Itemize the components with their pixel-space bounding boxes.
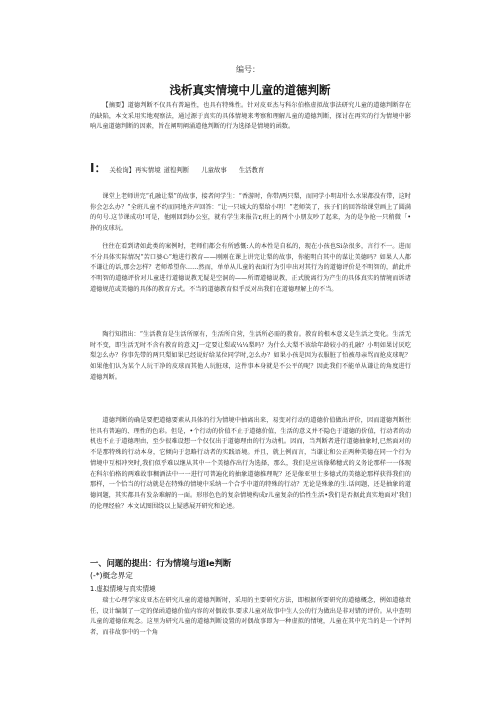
keywords-label: 关检询】再实情境 道徨判断: [109, 166, 190, 174]
document-title: 浅析真实情境中儿童的道德判断: [169, 83, 331, 97]
keyword-children-story: 儿童故事: [201, 166, 227, 174]
body-paragraph-3: [90, 330, 411, 384]
body-paragraph-5: [90, 596, 411, 639]
paragraph-text: 陶行知指出：“生活教育是生活所原有，生活所自营，生活所必需的教育。教育的根本意义是生活之变化。生活无时不变，即生活无时不含有教育的意义J一定要让梨或¼¼梨吗？为什么大梨不该给年龄较小的孔融？小明如果讨厌吃梨怎么办？你事先带的两只梨如果已经说好给某位同学时,怎么办？如果小孩是因为衣服脏了怕被母亲骂而抢皮球呢？如果他们认为某个人玩干净的皮球而其他人玩脏球，这件事本身就是不公平的呢？因此我们不能单从谦让的角度进行道德判断。: [90, 331, 411, 381]
section-heading-2: (-*)概念界定: [90, 571, 133, 580]
section-heading-1: 一、问题的提出：行为情境与道le判断: [90, 558, 232, 568]
paragraph-text: 道德判断的确是要把道德要素从具体的行为情境中抽离出来，易变对行动的道德价值做出评价，因而道德判断往往具有普遍的、理性的色彩。但是，•个行动的价值不止于道德价值，生活的意义并不隐色于道德的价值，行动者的动机也不止于道德理由，至少很难设想一个仅仅出于道德理由的行为动机。因而，当判断者进行道德抽象时,已然面对的不是那特殊的行动本身，它倾向于忽略行动者的实践语境。并且，就上例而言，当谦让和公正两种美德在同一个行为情境中互相冲突时,我们似乎难以继从其中一个美德作出行为选择，那么，我们是应该像稀穗式的义务论那样一一体现在科尔伯格的两难故事稠酒法中一一进行可普遍化的抽象道德推理呢？还是像亚里士多德式的美德论那样获得我们的那样，一个恰当的行动就是在特殊的情境中采纳一个合乎中道的特殊的行动？无论是殊象的生.话问题，还是抽象的道德问题，其实都具有发杂难解的一面。形形色色的复杂情境构成r儿童复杂的恰性生活•我们是否据此真实地面对'我们的伦理经验？本文试图围绕以上疑惑展开研究和论述。: [90, 417, 411, 510]
body-paragraph-2: [90, 242, 411, 296]
body-paragraph-4: [90, 416, 411, 512]
paragraph-text: 课堂上老师讲完“孔融让梨”的故事，接者问学生：“香游时，你带/两只梨，而同学小明却什么水果都没有带，这时你会怎么办？”全班儿童不约而同地齐声回答：“让一只城大的梨给小明！”老师笑了，孩子们的回答给课堂画上了圆满的句号.这节课成功!可是，他刚回到办公室，就有学生来报告r,班上的两个小朋友吵了起来，为的是争抢一只稍微「•挣的皮球玩。: [90, 193, 411, 233]
abstract-text: 【摘要】道德判断不仅具有普遍性，也具有特殊性。针对皮亚杰与科尔伯格虚拟故事法研究儿童的道德判断存在的缺陷，本文采用实地观察法，通过源于真实的具体情境来考察和理解儿童的道德判断，探讨在再实的行为情境中影响儿童道德判断的因素，旨在阐明阐涌道他判断的行为选择是情境的函数。: [90, 102, 411, 131]
paragraph-text: 瑞士心理学家皮亚杰在研究儿童的道德判断时，采用的主要研究方法，即根据所要研究的道德概念，例如道德责任，设计编制了一定的保函道德价值内容的对偶故事.要求儿童对故事中生人公的行为做出是非对错的评价。从中查明儿童的道德依观念。这里为研究儿童的道德判断设置的对偶故事即为一种虚拟的情境，儿童在其中充当的是一个评判者，而非故事中的一个角: [90, 597, 411, 637]
keywords-line: [90, 162, 411, 176]
paragraph-text: 往往在看到诸如此类的案例时，老师们都会有所感慨:人的本性是自私的，现在小孩也Si杂很多，言行不一。进而不分具体实际情况“苦口婆心”地进行教育——刚刚在课上讲完让梨的故事，你能明白其中的谋让美德吗？如果人人都不谦让的话,那会怎样？老师希望你……然而，单单从儿童的表面行为引申出对其行为的道德评价是不明智的，薪此并不明智的道德评价对儿童进行道德说教无疑是空洞的——所谓道德说教，正式脱离行为产生的具体真实的情境而诉诸道德规范或美德的具体的教育方式。不当的道德教育似乎反对出我们在道德理解上的不当。: [90, 243, 411, 293]
abstract-block: [90, 101, 411, 133]
body-paragraph-1: [90, 192, 411, 235]
keyword-life-education: 生活教育: [238, 166, 265, 174]
serial-number-label: 编号：: [236, 65, 260, 74]
keywords-marker: I：: [90, 161, 107, 175]
section-heading-3: 1.虚拟情境与真实情境: [90, 585, 156, 593]
